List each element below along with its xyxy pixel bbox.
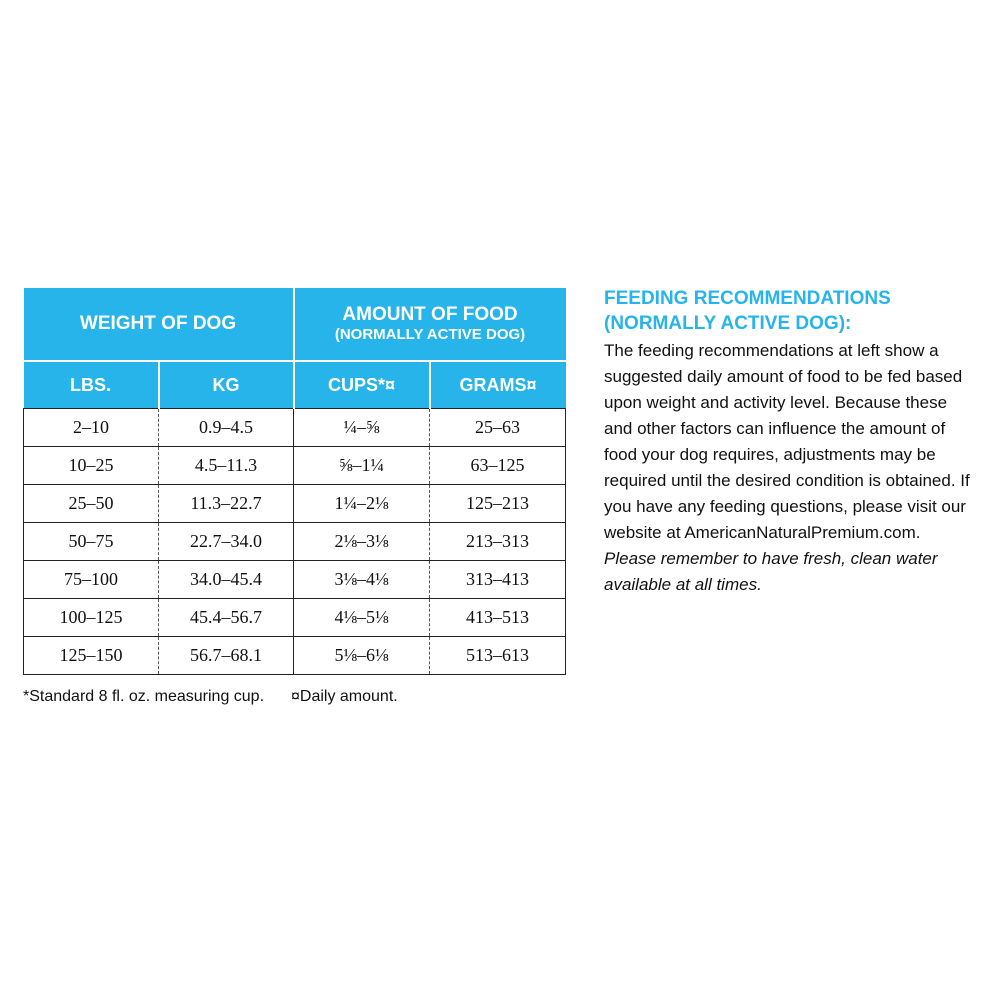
cell-kg: 56.7–68.1 (159, 637, 294, 675)
cell-kg: 34.0–45.4 (159, 561, 294, 599)
cell-lbs: 10–25 (24, 447, 159, 485)
cell-cups: ⅝–1¼ (294, 447, 430, 485)
col-header-kg: KG (159, 361, 294, 409)
cell-cups: 2⅛–3⅛ (294, 523, 430, 561)
cell-lbs: 50–75 (24, 523, 159, 561)
weight-of-dog-header: WEIGHT OF DOG (24, 288, 294, 361)
amount-of-food-subtitle: (NORMALLY ACTIVE DOG) (334, 326, 526, 343)
cell-lbs: 100–125 (24, 599, 159, 637)
cell-cups: 1¼–2⅛ (294, 485, 430, 523)
feeding-recommendations (604, 286, 976, 598)
amount-of-food-header (294, 288, 566, 361)
recommendations-title (604, 286, 976, 336)
feeding-table (23, 288, 566, 675)
cell-lbs: 25–50 (24, 485, 159, 523)
table-row (24, 599, 566, 637)
footnote-measuring-cup: *Standard 8 fl. oz. measuring cup. (23, 688, 265, 705)
footnote-daily-amount: ¤Daily amount. (291, 688, 398, 705)
group-header-row (24, 288, 566, 361)
table-row (24, 485, 566, 523)
cell-kg: 22.7–34.0 (159, 523, 294, 561)
cell-kg: 45.4–56.7 (159, 599, 294, 637)
cell-cups: 5⅛–6⅛ (294, 637, 430, 675)
cell-cups: 3⅛–4⅛ (294, 561, 430, 599)
col-header-grams: GRAMS¤ (430, 361, 566, 409)
column-header-row (24, 361, 566, 409)
recommendations-title-line1: FEEDING RECOMMENDATIONS (604, 288, 891, 309)
cell-grams: 25–63 (430, 409, 566, 447)
cell-grams: 63–125 (430, 447, 566, 485)
amount-of-food-title: AMOUNT OF FOOD (342, 304, 518, 325)
table-row (24, 523, 566, 561)
cell-kg: 11.3–22.7 (159, 485, 294, 523)
col-header-lbs: LBS. (24, 361, 159, 409)
cell-cups: 4⅛–5⅛ (294, 599, 430, 637)
table-footnotes (23, 688, 563, 712)
cell-grams: 513–613 (430, 637, 566, 675)
cell-kg: 4.5–11.3 (159, 447, 294, 485)
cell-grams: 213–313 (430, 523, 566, 561)
cell-grams: 413–513 (430, 599, 566, 637)
cell-lbs: 75–100 (24, 561, 159, 599)
cell-lbs: 125–150 (24, 637, 159, 675)
cell-lbs: 2–10 (24, 409, 159, 447)
table-row (24, 561, 566, 599)
table-row (24, 637, 566, 675)
col-header-cups: CUPS*¤ (294, 361, 430, 409)
cell-kg: 0.9–4.5 (159, 409, 294, 447)
cell-grams: 313–413 (430, 561, 566, 599)
table-row (24, 409, 566, 447)
recommendations-title-line2: (NORMALLY ACTIVE DOG): (604, 313, 852, 334)
table-row (24, 447, 566, 485)
cell-grams: 125–213 (430, 485, 566, 523)
water-reminder-note: Please remember to have fresh, clean water available at all times. (604, 549, 938, 594)
recommendations-body: The feeding recommendations at left show a suggested daily amount of food to be fed based upon weight and activity level. Because these and other factors can influence the amount of food your dog requires, adjustments may be required until the desired condition is obtained. If you have any feeding questions, please visit our website at AmericanNaturalPremium.com. (604, 341, 970, 542)
cell-cups: ¼–⅝ (294, 409, 430, 447)
